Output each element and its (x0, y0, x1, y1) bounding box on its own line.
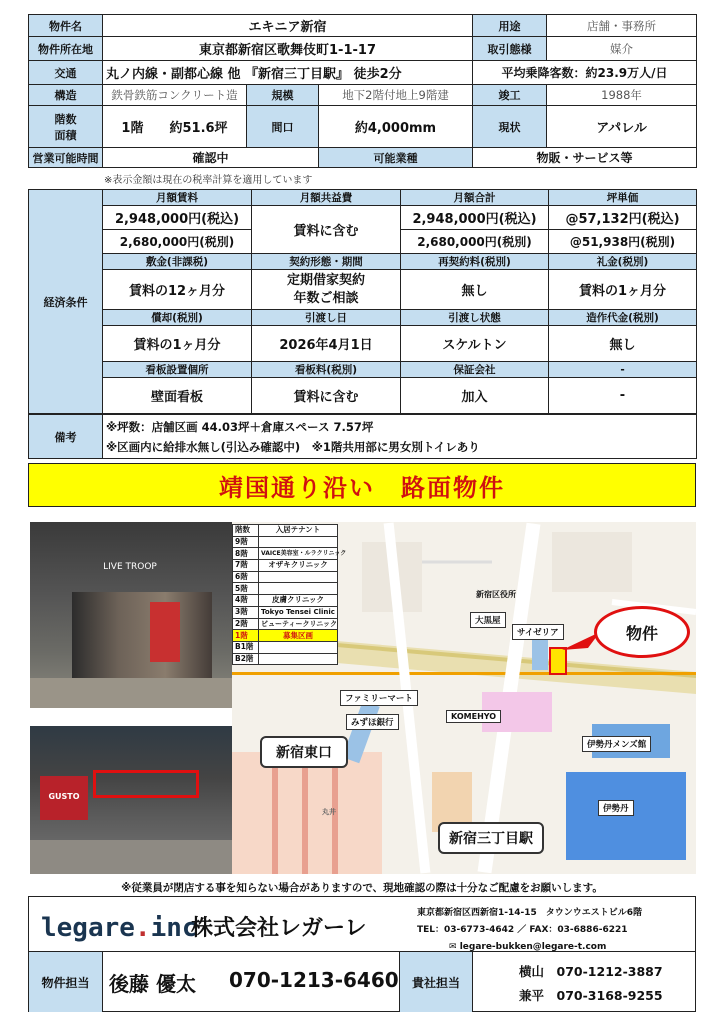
contact-row (29, 951, 695, 1011)
floor-label: 階数 (54, 112, 77, 126)
property-sheet (28, 14, 696, 507)
banner: 靖国通り沿い 路面物件 (28, 463, 696, 507)
area-label: 面積 (54, 128, 77, 142)
tenant-floor: 8階 (233, 548, 259, 560)
daikokuya-label: 大黒屋 (470, 612, 506, 628)
logo-dot: . (134, 913, 151, 943)
area-map (232, 522, 696, 874)
tenant-floor: 6階 (233, 571, 259, 583)
transit-value: 丸ノ内線・副都心線 他 『新宿三丁目駅』 徒歩2分 (103, 61, 473, 85)
marui-label: 丸井 (322, 808, 336, 816)
sign-place-label: 看板設置個所 (103, 362, 252, 378)
tax-note: ※表示金額は現在の税率計算を適用しています (104, 175, 313, 186)
built-value: 1988年 (547, 85, 697, 106)
rep-2-phone[interactable]: 070-3168-9255 (556, 988, 663, 1003)
tenant-name (259, 571, 338, 583)
isetan-mens-label: 伊勢丹メンズ館 (582, 736, 651, 752)
saizeriya-label: サイゼリア (512, 624, 564, 640)
common-label: 月額共益費 (252, 190, 401, 206)
tenant-floor: 1階 (233, 630, 259, 642)
structure-label: 構造 (29, 85, 103, 106)
sign-fee-value: 賃料に含む (252, 378, 401, 414)
tenant-name: ビューティークリニック (259, 618, 338, 630)
company-address: 東京都新宿区西新宿1-14-15 タウンウエストビル6階 (417, 908, 643, 918)
scale-value: 地下2階付地上9階建 (319, 85, 473, 106)
storefront-glass (72, 592, 212, 682)
amort-value: 賃料の1ヶ月分 (103, 326, 252, 362)
company-contact-block (417, 905, 642, 956)
structure-value: 鉄骨鉄筋コンクリート造 (103, 85, 247, 106)
floor-value: 1階 (121, 121, 144, 136)
your-agent-label: 貴社担当 (399, 952, 473, 1012)
tenant-floor: 2階 (233, 618, 259, 630)
sign-fee-label: 看板料(税別) (252, 362, 401, 378)
blank-value: - (549, 378, 697, 414)
renewal-label: 再契約料(税別) (401, 254, 549, 270)
tenant-floor: 9階 (233, 536, 259, 548)
deposit-value: 賃料の12ヶ月分 (103, 270, 252, 310)
rent-incl: 2,948,000円(税込) (103, 206, 252, 230)
tenant-floor: 7階 (233, 560, 259, 572)
family-mart-label: ファミリーマート (340, 690, 418, 706)
remarks-line-1: ※坪数：店舗区画 44.03坪＋倉庫スペース 7.57坪 (106, 419, 374, 434)
current-value: アパレル (547, 106, 697, 148)
tenant-floor: 5階 (233, 583, 259, 595)
transit-label: 交通 (29, 61, 103, 85)
handover-state-value: スケルトン (401, 326, 549, 362)
area-value: 約51.6坪 (169, 121, 228, 136)
key-money-label: 礼金(税別) (549, 254, 697, 270)
total-incl: 2,948,000円(税込) (401, 206, 549, 230)
sign-place-value: 壁面看板 (103, 378, 252, 414)
rep-1-phone[interactable]: 070-1212-3887 (556, 964, 663, 979)
property-callout: 物件 (594, 606, 690, 658)
rep-2 (519, 986, 663, 1004)
renewal-value: 無し (401, 270, 549, 310)
signage-highlight (93, 770, 199, 798)
property-table (28, 14, 697, 168)
property-name: エキニア新宿 (103, 15, 473, 37)
komehyo-label: KOMEHYO (446, 710, 501, 723)
remarks-line-2: ※区画内に給排水無し(引込み確認中) ※1階共用部に男女別トイレあり (106, 439, 480, 454)
deal-label: 取引態様 (473, 37, 547, 61)
photo-map-section (30, 522, 696, 874)
fixtures-value: 無し (549, 326, 697, 362)
company-email[interactable]: legare-bukken@legare-t.com (459, 942, 607, 952)
business-label: 可能業種 (319, 148, 473, 168)
key-money-value: 賃料の1ヶ月分 (549, 270, 697, 310)
frontage-value: 約4,000mm (319, 106, 473, 148)
tenant-floor: 3階 (233, 606, 259, 618)
tenant-name (259, 641, 338, 653)
contract-value (252, 270, 401, 310)
rent-excl: 2,680,000円(税別) (103, 230, 252, 254)
total-excl: 2,680,000円(税別) (401, 230, 549, 254)
handover-label: 引渡し日 (252, 310, 401, 326)
tenant-name: 皮膚クリニック (259, 595, 338, 607)
scale-label: 規模 (247, 85, 319, 106)
sidewalk (30, 678, 232, 708)
current-label: 現状 (473, 106, 547, 148)
tsubo-label: 坪単価 (549, 190, 697, 206)
total-label: 月額合計 (401, 190, 549, 206)
name-label: 物件名 (29, 15, 103, 37)
blank-label: - (549, 362, 697, 378)
tenant-name: VAICE美容室・ルラクリニック (259, 548, 338, 560)
deposit-label: 敷金(非課税) (103, 254, 252, 270)
tenant-floor: B2階 (233, 653, 259, 665)
guarantor-value: 加入 (401, 378, 549, 414)
business-value: 物販・サービス等 (473, 148, 697, 168)
company-logo (41, 913, 198, 943)
contract-line-1: 定期借家契約 (286, 272, 365, 288)
tsubo-incl: @57,132円(税込) (549, 206, 697, 230)
tenant-table (232, 524, 347, 665)
tenant-head-floor: 階数 (233, 525, 259, 537)
use-value: 店舗・事務所 (547, 15, 697, 37)
warning-note: ※従業員が閉店する事を知らない場合がありますので、現地確認の際は十分なご配慮をお願いします。 (121, 882, 603, 894)
floor-area-label (29, 106, 103, 148)
frontage-label: 間口 (247, 106, 319, 148)
store-sign: LIVE TROOP (103, 562, 157, 572)
tenant-floor: B1階 (233, 641, 259, 653)
storefront-photo (30, 522, 232, 708)
company-name: 株式会社レガーレ (191, 916, 367, 941)
logo-text-a: legare (41, 913, 135, 943)
company-tel-fax: TEL：03-6773-4642 ／ FAX：03-6886-6221 (417, 925, 628, 935)
rep-1-name: 横山 (519, 964, 545, 979)
amort-label: 償却(税別) (103, 310, 252, 326)
terms-label: 経済条件 (29, 190, 103, 414)
handover-state-label: 引渡し状態 (401, 310, 549, 326)
rep-2-name: 兼平 (519, 988, 545, 1003)
company-footer (28, 896, 696, 1012)
passengers-value: 平均乗降客数：約23.9万人/日 (473, 61, 697, 85)
isetan-label: 伊勢丹 (598, 800, 634, 816)
tenant-name (259, 536, 338, 548)
tenant-name: オザキクリニック (259, 560, 338, 572)
contract-label: 契約形態・期間 (252, 254, 401, 270)
tenant-name: Tokyo Tensei Clinic (259, 606, 338, 618)
built-label: 竣工 (473, 85, 547, 106)
contract-line-2: 年数ご相談 (293, 290, 359, 306)
tenant-name (259, 583, 338, 595)
agent-phone[interactable]: 070-1213-6460 (229, 968, 399, 992)
remarks-text (103, 415, 697, 459)
storefront-display (150, 602, 180, 662)
gusto-sign: GUSTO (40, 776, 88, 820)
sanchome-station-label: 新宿三丁目駅 (438, 822, 544, 854)
fixtures-label: 造作代金(税別) (549, 310, 697, 326)
hours-label: 営業可能時間 (29, 148, 103, 168)
floor-area-value (103, 106, 247, 148)
use-label: 用途 (473, 15, 547, 37)
tenant-name (259, 653, 338, 665)
remarks-label: 備考 (29, 415, 103, 459)
address-value: 東京都新宿区歌舞伎町1-1-17 (103, 37, 473, 61)
agent-name: 後藤 優太 (109, 972, 196, 996)
rep-1 (519, 962, 663, 980)
tsubo-excl: @51,938円(税別) (549, 230, 697, 254)
tenant-head-name: 入居テナント (259, 525, 338, 537)
handover-value: 2026年4月1日 (252, 326, 401, 362)
mail-icon: ✉ (449, 942, 457, 952)
logo-text-b: inc (150, 913, 198, 943)
terms-table (28, 189, 697, 414)
east-exit-label: 新宿東口 (260, 736, 348, 768)
deal-value: 媒介 (547, 37, 697, 61)
tenant-name-vacant: 募集区画 (259, 630, 338, 642)
remarks-table (28, 414, 697, 459)
signage-photo (30, 726, 232, 874)
ward-office-label: 新宿区役所 (476, 590, 516, 599)
common-value: 賃料に含む (252, 206, 401, 254)
tenant-floor: 4階 (233, 595, 259, 607)
guarantor-label: 保証会社 (401, 362, 549, 378)
mizuho-label: みずほ銀行 (346, 714, 399, 730)
address-label: 物件所在地 (29, 37, 103, 61)
agent-label: 物件担当 (29, 952, 103, 1012)
hours-value: 確認中 (103, 148, 319, 168)
rent-label: 月額賃料 (103, 190, 252, 206)
sidewalk (30, 840, 232, 874)
